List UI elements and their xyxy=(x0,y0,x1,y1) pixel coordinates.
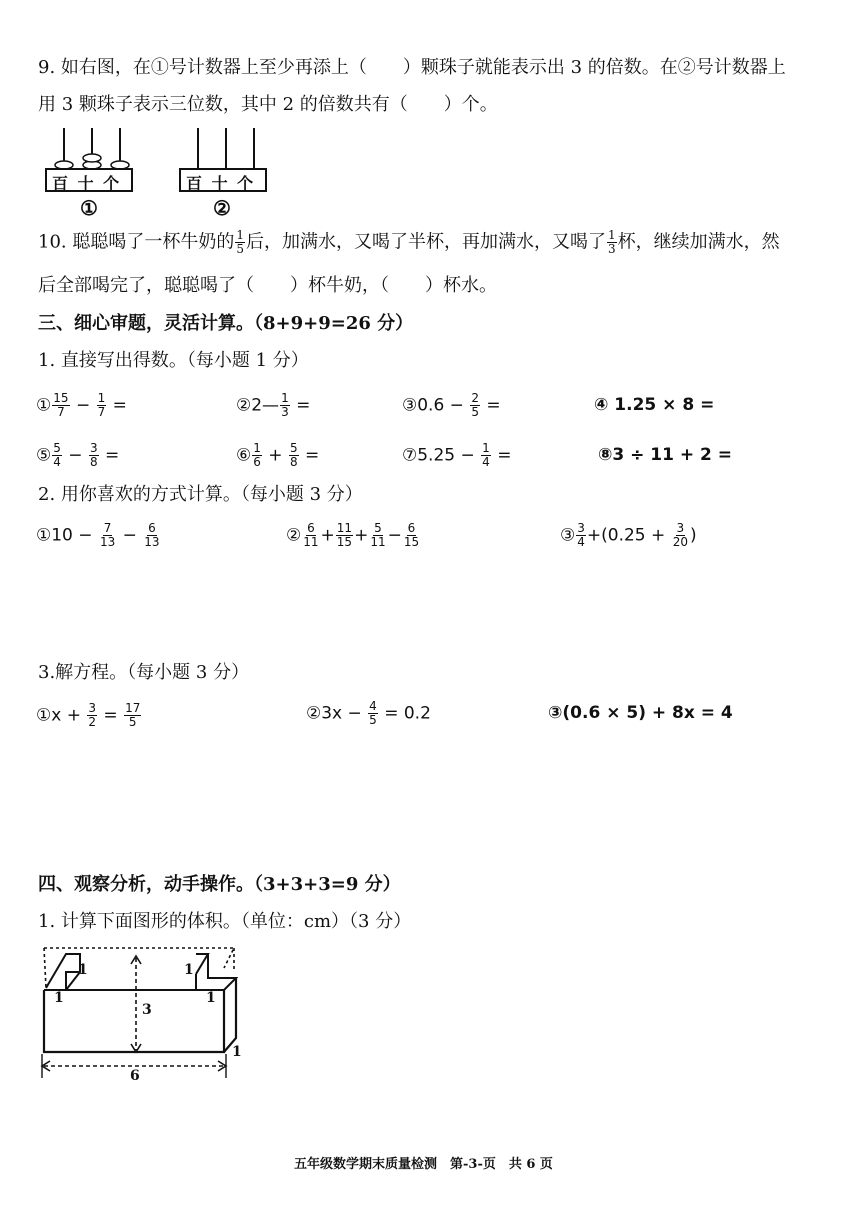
label-top-right: 1 xyxy=(184,962,194,978)
q10-text-b: 后，加满水，又喝了半杯，再加满水，又喝了 xyxy=(246,231,606,253)
calc-1c: ③0.6 − $\frac{2}{5}$ = xyxy=(402,391,501,419)
q10-text-c: 杯，继续加满水，然 xyxy=(617,231,780,253)
q10-line1 xyxy=(38,229,780,256)
calc-1b: ②2— $\frac{1}{3}$ = xyxy=(236,391,311,419)
label-width: 6 xyxy=(130,1068,140,1084)
calc-2c: ③ $\frac{3}{4}$ +(0.25 + $\frac{3}{20}$ ) xyxy=(560,521,697,549)
calc-1h: ⑧3 ÷ 11 + 2 = xyxy=(598,445,733,465)
label-left: 1 xyxy=(54,990,64,1006)
calc-1d: ④ 1.25 × 8 = xyxy=(594,395,715,415)
section3-p2-title: 2. 用你喜欢的方式计算。（每小题 3 分） xyxy=(38,484,363,505)
calc-2b: ② $\frac{6}{11}$ + $\frac{11}{15}$ + $\frac{5}{11}$ − $\frac{6}{15}$ xyxy=(286,521,420,549)
equation-3b: ②3x − $\frac{4}{5}$ = 0.2 xyxy=(306,699,431,727)
calc-1f: ⑥ $\frac{1}{6}$ + $\frac{5}{8}$ = xyxy=(236,441,320,469)
calc-1g: ⑦5.25 − $\frac{1}{4}$ = xyxy=(402,441,512,469)
q10-line2: 后全部喝完了，聪聪喝了（ ）杯牛奶，（ ）杯水。 xyxy=(38,275,497,296)
abacus-2-places: 百 十 个 xyxy=(186,174,256,193)
calc-2a: ①10 − $\frac{7}{13}$ − $\frac{6}{13}$ xyxy=(36,521,160,549)
q9-line2: 用 3 颗珠子表示三位数，其中 2 的倍数共有（ ）个。 xyxy=(38,94,498,115)
calc-1e: ⑤ $\frac{5}{4}$ − $\frac{3}{8}$ = xyxy=(36,441,120,469)
section3-title: 三、细心审题，灵活计算。（8+9+9=26 分） xyxy=(38,313,414,334)
label-top-left: 1 xyxy=(78,962,88,978)
bead xyxy=(55,161,73,169)
q10-fraction-1: $\frac{1}{5}$ xyxy=(236,228,244,256)
abacus-1-places: 百 十 个 xyxy=(52,174,122,193)
bead xyxy=(83,154,101,162)
equation-3c: ③(0.6 × 5) + 8x = 4 xyxy=(548,703,733,723)
section3-p1-title: 1. 直接写出得数。（每小题 1 分） xyxy=(38,350,309,371)
abacus-1-label: ① xyxy=(80,196,98,220)
q10-text-a: 10. 聪聪喝了一杯牛奶的 xyxy=(38,231,235,253)
label-height: 3 xyxy=(142,1002,152,1018)
page-footer: 五年级数学期末质量检测 第-3-页 共 6 页 xyxy=(294,1157,553,1172)
abacus-2-label: ② xyxy=(213,196,231,220)
label-right: 1 xyxy=(206,990,216,1006)
bead xyxy=(111,161,129,169)
calc-1a: ① $\frac{15}{7}$ − $\frac{1}{7}$ = xyxy=(36,391,127,419)
equation-3a: ①x + $\frac{3}{2}$ = $\frac{17}{5}$ xyxy=(36,701,141,729)
q9-line1: 9. 如右图，在①号计数器上至少再添上（ ）颗珠子就能表示出 3 的倍数。在②号计数器上 xyxy=(38,57,786,78)
section4-title: 四、观察分析，动手操作。（3+3+3=9 分） xyxy=(38,874,401,895)
section4-p1-title: 1. 计算下面图形的体积。（单位：cm）（3 分） xyxy=(38,911,412,932)
q10-fraction-2: $\frac{1}{3}$ xyxy=(608,228,616,256)
section3-p3-title: 3.解方程。（每小题 3 分） xyxy=(38,662,250,683)
label-depth: 1 xyxy=(232,1044,242,1060)
